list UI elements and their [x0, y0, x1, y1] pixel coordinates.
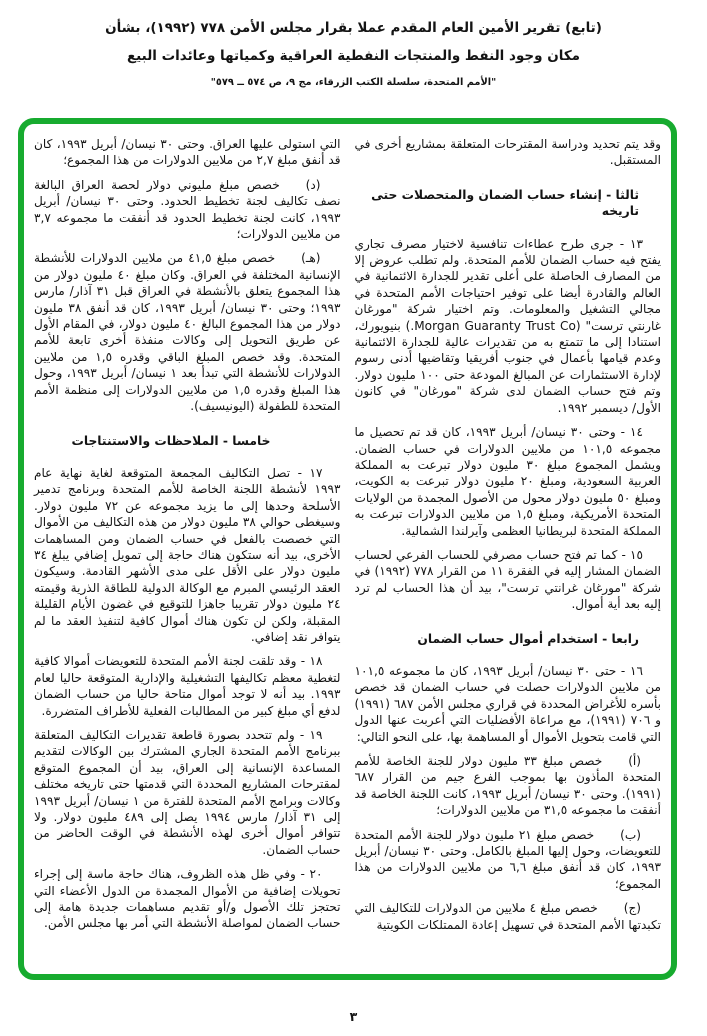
subitem-a: [355, 753, 662, 819]
subitem-d-label: (د): [305, 177, 321, 192]
paragraph-16: ١٦ - حتى ٣٠ نيسان/ أبريل ١٩٩٣، كان ما مجموعه ١٠١,٥ من ملايين الدولارات حصلت في حساب الضمان قد خصص بأسره للأغراض المحددة في قراري مجلس الأمن ٦٨٧ (١٩٩١) و ٧٠٦ (١٩٩١)، مع مراعاة الأفضليات التي أعربت عنها الدول التي قامت بتحويل الأموال أو المساهمة بها، على النحو التالي:: [354, 663, 662, 744]
subitem-a-text: خصص مبلغ ٣٣ مليون دولار للجنة الخاصة للأمم المتحدة المأذون بها بموجب الفرع جيم من القرار ٦٨٧ (١٩٩١). وحتى ٣٠ نيسان/ أبريل ١٩٩٣، كانت اللجنة الخاصة قد أنفقت ما مجموعه ٣١,٥ من ملايين الدولارات؛: [354, 754, 662, 818]
document-border-frame: [18, 118, 677, 980]
two-column-layout: [34, 136, 661, 966]
subitem-d: [34, 177, 341, 243]
paragraph-18: ١٨ - وقد تلقت لجنة الأمم المتحدة للتعويضات أموالا كافية لتغطية معظم تكاليفها التشغيلية والإدارية المتوقعة حاليا لعام ١٩٩٣. بيد أنه لا توجد أموال متاحة حاليا من حساب الضمان لدفع أي مبلغ كبير من المطالبات الفعلية للأطراف المتضررة.: [34, 654, 341, 718]
subitem-b-label: (ب): [620, 827, 641, 842]
subitem-d-text: خصص مبلغ مليوني دولار لحصة العراق البالغة نصف تكاليف لجنة تخطيط الحدود. وحتى ٣٠ نيسان/ أبريل ١٩٩٣، كانت لجنة تخطيط الحدود قد أنفقت ما مجموعه ٣,٧ من ملايين الدولارات؛: [34, 177, 341, 242]
continued-paragraph-subitem-c: التي استولى عليها العراق. وحتى ٣٠ نيسان/ أبريل ١٩٩٣، كان قد أنفق مبلغ ٢,٧ من ملايين الدولارات من هذا المجموع؛: [34, 137, 341, 168]
document-header: [0, 22, 707, 88]
subitem-e-label: (هـ): [301, 251, 321, 266]
subitem-a-label: (أ): [628, 754, 641, 768]
paragraph-15: ١٥ - كما تم فتح حساب مصرفي للحساب الفرعي لحساب الضمان المشار إليه في الفقرة ١١ من القرار ٧٧٨ (١٩٩٢) في شركة "مورغان غرانتي ترست"، بيد أن هذا الحساب لم ترد إليه بعد أية أموال.: [354, 547, 661, 612]
subitem-b-text: خصص مبلغ ٢١ مليون دولار للجنة الأمم المتحدة للتعويضات، وحول إليها المبلغ بالكامل. وحتى ٣٠ نيسان/ أبريل ١٩٩٣، كان قد أنفق مبلغ ٦,٦ من ملايين الدولارات من هذا المجموع؛: [354, 827, 661, 891]
subitem-b: [355, 827, 662, 893]
report-title-line1: (تابع) تقرير الأمين العام المقدم عملا بقرار مجلس الأمن ٧٧٨ (١٩٩٢)، بشأن: [105, 20, 602, 36]
continued-paragraph-intro: وقد يتم تحديد ودراسة المقترحات المتعلقة بمشاريع أخرى في المستقبل.: [354, 137, 661, 168]
subitem-c-label: (ج): [623, 901, 641, 916]
paragraph-20: ٢٠ - وفي ظل هذه الظروف، هناك حاجة ماسة إلى إجراء تحويلات إضافية من الأموال المجمدة من الدول الأعضاء التي تحتجز تلك الأصول و/أو تقديم مساهمات جديدة هامة إلى حساب الضمان لمواصلة الأنشطة التي أمر بها مجلس الأمن.: [34, 867, 341, 931]
subitem-e-text: خصص مبلغ ٤١,٥ من ملايين الدولارات للأنشطة الإنسانية المختلفة في العراق. وكان مبلغ ٤٠ مليون دولار من هذا المجموع يتعلق بالأنشطة في العراق قبل ٣١ آذار/ مارس ١٩٩٣؛ وحتى ٣٠ نيسان/ أبريل ١٩٩٣، كان قد أنفق ٣٨ مليون دولار من هذا المجموع البالغ ٤٠ مليون دولار، في المقام الأول عن طريق التحويل إلى وكالات منفذة أخرى تابعة للأمم المتحدة. وقد خصص المبلغ الباقي وقدره ١,٥ من ملايين الدولارات للأنشطة التي تبدأ بعد ١ نيسان/ أبريل ١٩٩٣، وحول هذا المبلغ وقدره ١,٥ من ملايين الدولارات إلى منظمة الأمم المتحدة للطفولة (اليونيسيف).: [34, 251, 341, 414]
paragraph-19: ١٩ - ولم تتحدد بصورة قاطعة تقديرات التكاليف المتعلقة ببرنامج الأمم المتحدة الجاري المشترك بين الوكالات لتقديم المساعدة الإنسانية إلى العراق، بيد أن المجموع المتوقع لمقترحات المشاريع المحددة التي قدمتها حتى تاريخه مختلف وكالات وبرامج الأمم المتحدة للفترة من ١ نيسان/ أبريل ١٩٩٣ إلى ٣١ آذار/ مارس ١٩٩٤ يصل إلى ٤٨٩ مليون دولار. ولا تتوافر أموال أخرى لهذه الأنشطة في الوقت الحاضر من حساب الضمان.: [34, 728, 341, 857]
right-column: [355, 136, 662, 966]
report-title-line2: مكان وجود النفط والمنتجات النفطية العراقية وكمياتها وعائدات البيع: [126, 47, 581, 64]
section-heading-fourth: رابعا - استخدام أموال حساب الضمان: [417, 631, 639, 646]
section-heading-fifth: خامسا - الملاحظات والاستنتاجات: [71, 433, 271, 448]
subitem-c-text: خصص مبلغ ٤ ملايين من الدولارات للتكاليف التي تكبدتها الأمم المتحدة في تسهيل إعادة الممتلكات الكويتية: [354, 901, 661, 932]
section-heading-third: ثالثا - إنشاء حساب الضمان والمتحصلات حتى تاريخه: [371, 187, 639, 219]
page-number: ٣: [349, 1009, 358, 1024]
source-citation: "الأمم المتحدة، سلسلة الكتب الزرقاء، مج ٩، ص ٥٧٤ ــ ٥٧٩": [210, 77, 497, 88]
left-column: [34, 136, 341, 966]
subitem-c: [355, 900, 662, 933]
paragraph-13: ١٣ - جرى طرح عطاءات تنافسية لاختيار مصرف تجاري يفتح فيه حساب الضمان للأمم المتحدة. ولم تطلب عروض إلا من المصارف الحاصلة على أعلى تقدير للجدارة الائتمانية في العالم والقادرة أيضا على توفير احتياجات الأمم المتحدة في مجالي التشغيل والمعلومات. وتم اختيار شركة "مورغان غارنتي ترست" (Morgan Guaranty Trust Co.) بنيويورك، استنادا إلى ما تتمتع به من تقديرات عالية للجدارة الائتمانية وعدم قيامها بأعمال في جنوب أفريقيا وتقاضيها أدنى رسوم لإدارة الاستثمارات عن المبالغ المودعة حتى ١٠٠ مليون دولار. وتم فتح حساب الضمان لدى شركة "مورغان" في كانون الأول/ ديسمبر ١٩٩٢.: [354, 236, 661, 415]
subitem-e: [34, 250, 341, 414]
paragraph-17: ١٧ - تصل التكاليف المجمعة المتوقعة لغاية نهاية عام ١٩٩٣ لأنشطة اللجنة الخاصة للأمم المتحدة وبرنامج تدمير الأسلحة وحدها إلى ما يزيد مجموعه عن ٧٢ مليون دولار. وسيغطى حوالي ٣٨ مليون دولار من هذه التكاليف من الأموال التي خصصت بالفعل في حساب الضمان ومن المساهمات الأخرى، بيد أنه ستكون هناك حاجة إلى تمويل إضافي يبلغ ٣٤ مليون دولار على الأقل على مدى الأشهر القادمة. وسيكون العقد الرئيسي المبرم مع الوكالة الدولية للطاقة الذرية وقيمته ٢٤ مليون دولار تقريبا جاهزا للتوقيع في غضون الأيام القليلة المقبلة، ولكن لن تكون هناك أموال كافية لتنفيذ العقد ما لم يتوافر نقد إضافي.: [34, 465, 341, 644]
paragraph-14: ١٤ - وحتى ٣٠ نيسان/ أبريل ١٩٩٣، كان قد تم تحصيل ما مجموعه ١٠١,٥ من ملايين الدولارات في حساب الضمان. ويشمل المجموع مبلغ ٣٠ مليون دولار تبرعت به المملكة العربية السعودية، ومبلغ ٢٠ مليون دولار تبرعت به الكويت، ومبلغ ٥٠ مليون دولار محول من الأصول المجمدة من الولايات المتحدة الأمريكية، ومبلغ ١,٥ من ملايين الدولارات تبرعت به المملكة المتحدة لبريطانيا العظمى وآيرلندا الشمالية.: [354, 425, 661, 538]
